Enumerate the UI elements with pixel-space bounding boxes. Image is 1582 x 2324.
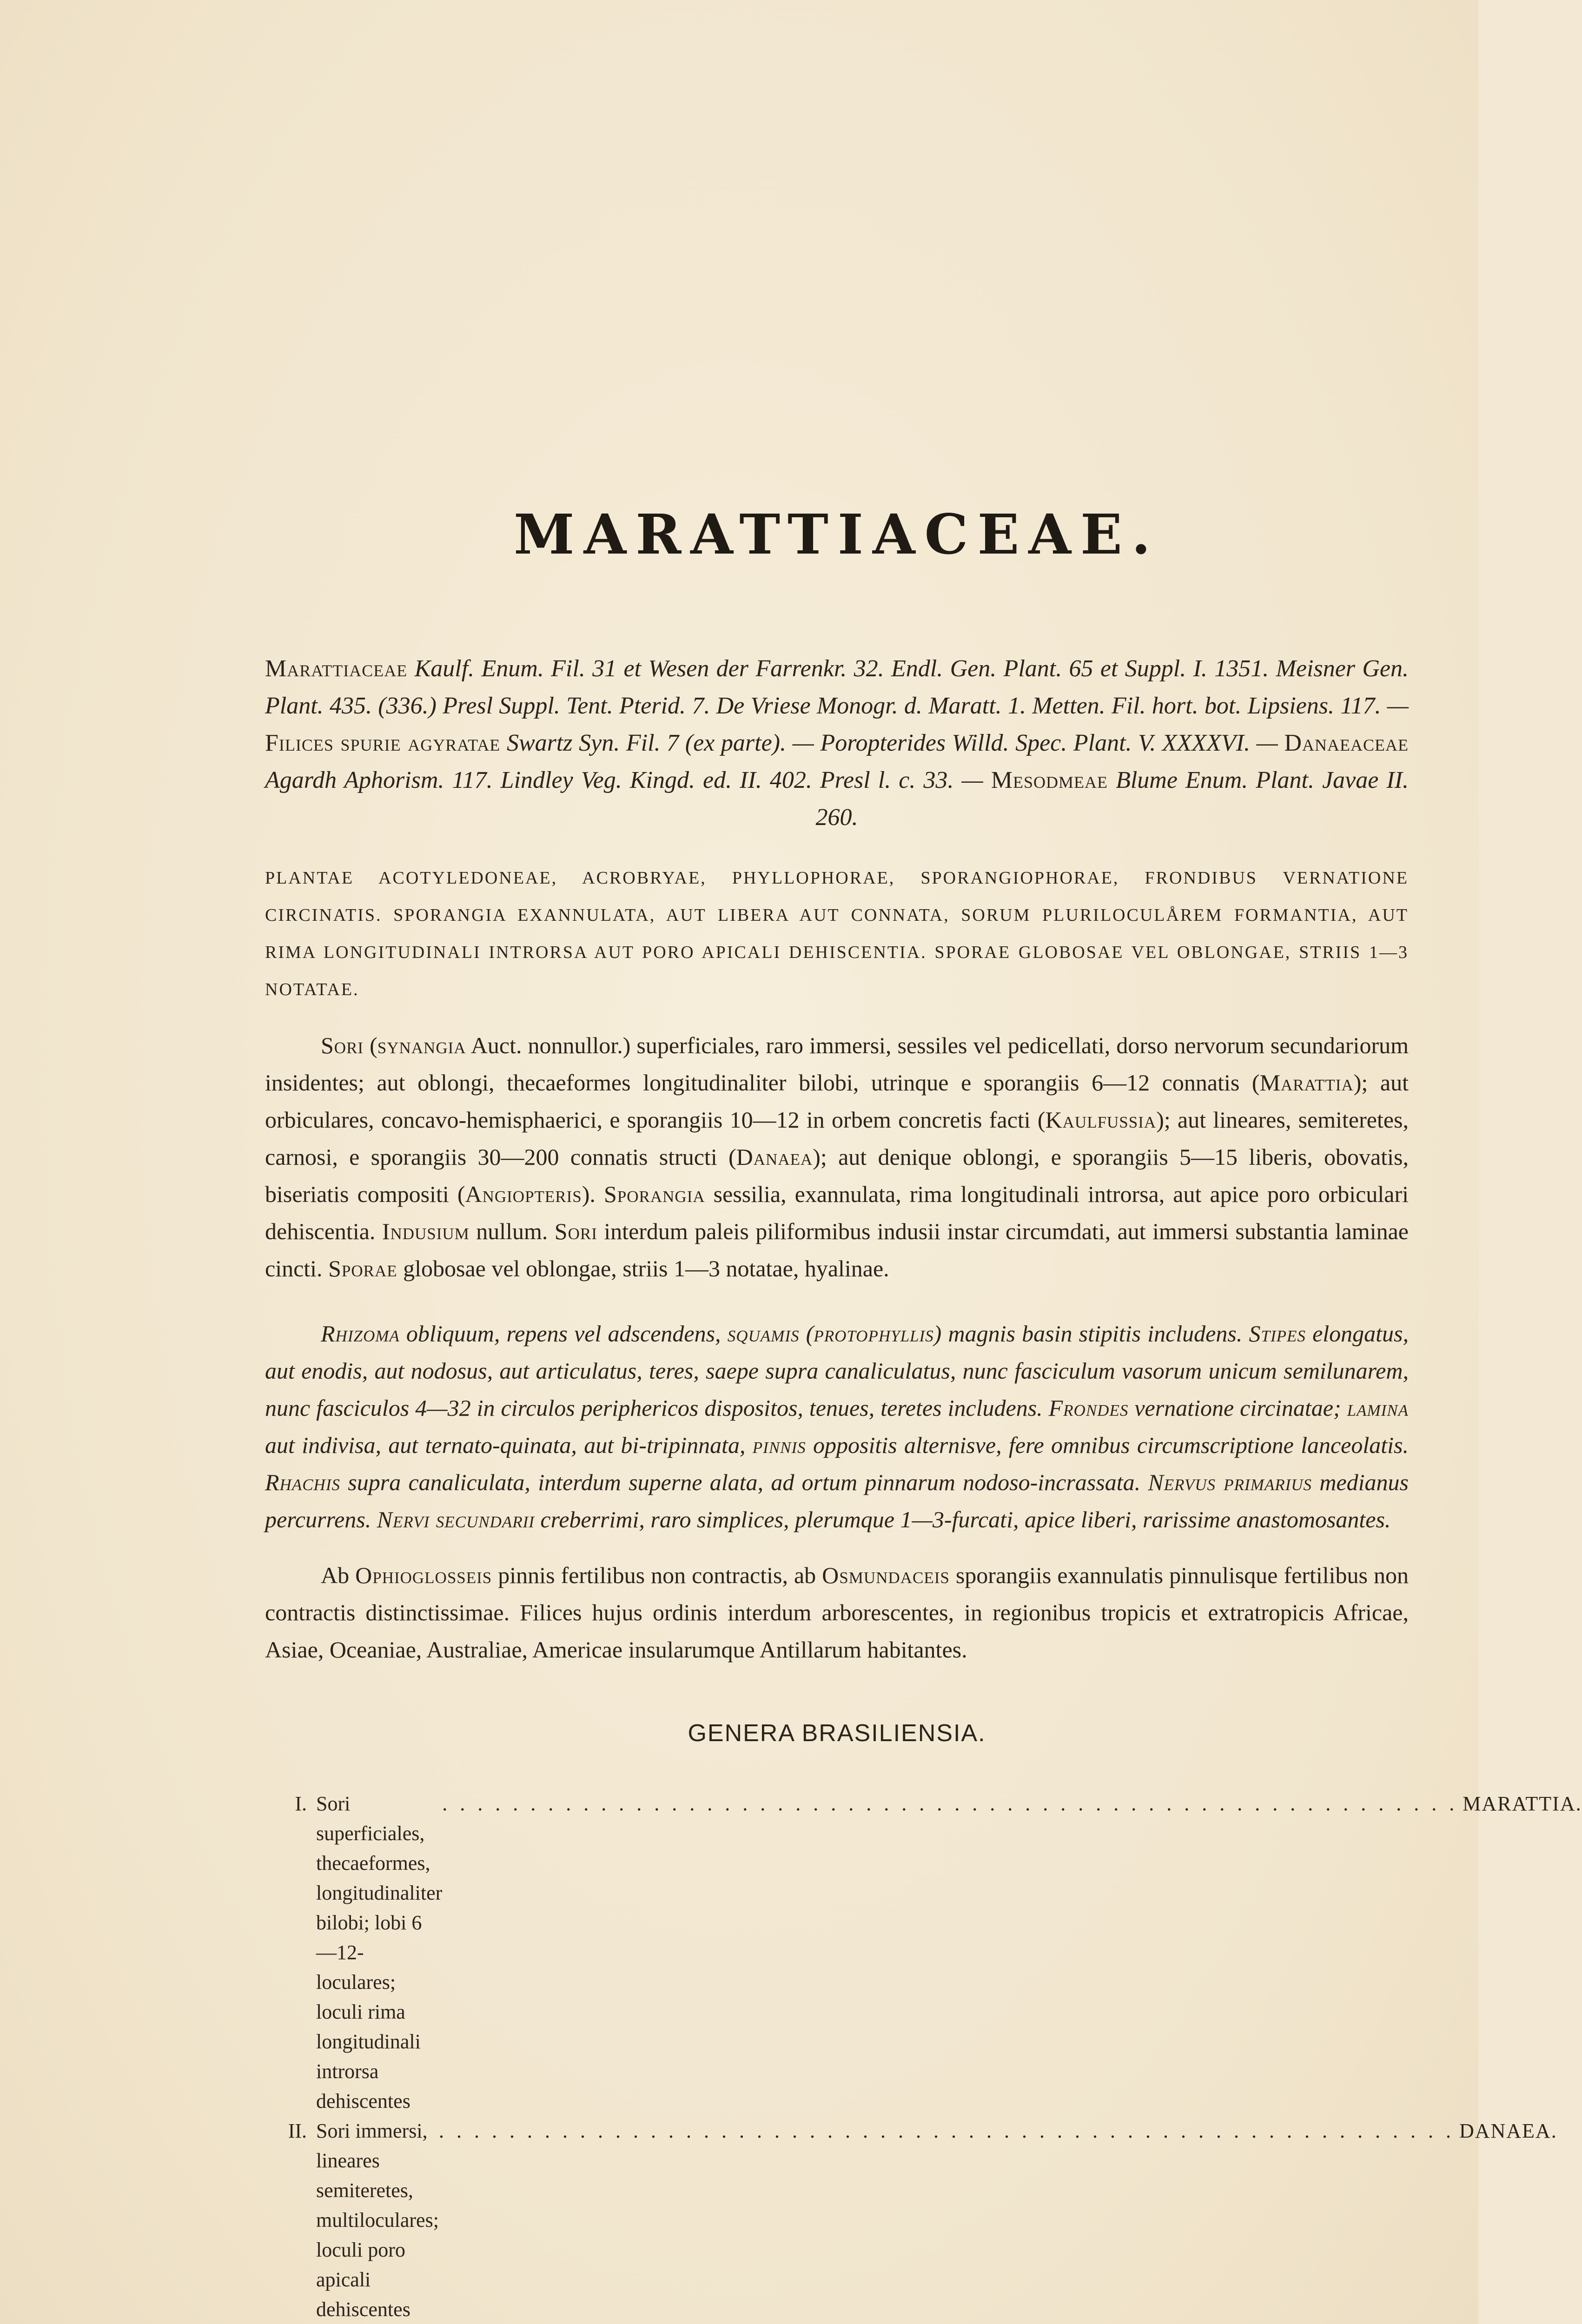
- text-run: medianus percurrens.: [265, 1469, 1409, 1532]
- family-characters: PLANTAE ACOTYLEDONEAE, ACROBRYAE, PHYLLOPHORAE, SPORANGIOPHORAE, FRONDIBUS VERNATIONE CIRCINATIS. SPORANGIA EXANNULATA, AUT LIBERA AUT CONNATA, SORUM PLURILOCULÅREM FORMANTIA, AUT RIMA LONGITUDINALI INTRORSA AUT PORO APICALI DEHISCENTIA. SPORAE GLOBOSAE VEL OBLONGAE, STRIIS 1—3 NOTATAE.: [265, 868, 1409, 999]
- text-run: Ab: [321, 1562, 356, 1588]
- text-run: creberrimi, raro simplices, plerumque 1—3-furcati, apice liberi, rarissime anastomosantes.: [534, 1506, 1391, 1532]
- key-text: Sori immersi, lineares semiteretes, multiloculares; loculi poro apicali dehiscentes: [316, 2119, 439, 2321]
- text-run: (: [364, 1032, 377, 1058]
- text-run: Swartz Syn. Fil. 7 (ex parte). — Poropterides Willd. Spec. Plant. V. XXXXVI. —: [500, 730, 1284, 756]
- small-caps-term: Ophioglosseis: [355, 1562, 492, 1588]
- leader-dots: . . . . . . . . . . . . . . . . . . . . . . . . . . . . . . . . . . . . . . . . . . . . . . . . . . . . . . . . . .: [442, 1792, 1458, 1815]
- small-caps-term: squamis: [727, 1320, 800, 1347]
- small-caps-term: protophyllis: [814, 1320, 934, 1347]
- text-run: Agardh Aphorism. 117. Lindley Veg. Kingd. ed. II. 402. Presl l. c. 33. —: [265, 767, 991, 793]
- text-run: Kaulf. Enum. Fil. 31 et Wesen der Farrenkr. 32. Endl. Gen. Plant. 65 et Suppl. I. 1351. Meisner Gen. Plant. 435. (336.) Presl Suppl. Tent. Pterid. 7. De Vriese Monogr. d. Maratt. 1. Metten. Fil. hort. bot. Lipsiens. 117. —: [265, 655, 1409, 719]
- small-caps-term: Kaulfussia: [1045, 1107, 1157, 1133]
- key-genus: MARATTIA.: [1463, 1792, 1582, 1815]
- text-run: pinnis fertilibus non contractis, ab: [492, 1562, 822, 1588]
- small-caps-term: Osmundaceis: [822, 1562, 950, 1588]
- small-caps-term: Sori: [321, 1032, 364, 1058]
- small-caps-term: Filices spurie agyratae: [265, 730, 501, 756]
- key-row: [265, 2116, 1557, 2324]
- text-run: aut indivisa, aut ternato-quinata, aut bi-tripinnata,: [265, 1432, 753, 1458]
- text-run: ).: [582, 1181, 604, 1207]
- genera-key: [265, 1789, 1582, 2324]
- vegetative-description: [265, 1315, 1409, 1538]
- text-run: Blume Enum. Plant. Javae II. 260.: [815, 767, 1409, 831]
- key-genus: DANAEA.: [1459, 2119, 1557, 2142]
- small-caps-term: lamina: [1347, 1395, 1409, 1421]
- small-caps-term: Frondes: [1048, 1395, 1129, 1421]
- small-caps-term: Nervus primarius: [1148, 1469, 1312, 1495]
- small-caps-term: Angiopteris: [465, 1181, 582, 1207]
- small-caps-term: Mesodmeae: [991, 767, 1108, 793]
- small-caps-term: Sporae: [328, 1255, 397, 1281]
- text-run: ) magnis basin stipitis includens.: [933, 1320, 1249, 1347]
- key-text: Sori superficiales, thecaeformes, longitudinaliter bilobi; lobi 6—12-loculares; loculi rima longitudinali introrsa dehiscentes: [316, 1792, 443, 2113]
- small-caps-term: Rhizoma: [321, 1320, 400, 1347]
- leader-dots: . . . . . . . . . . . . . . . . . . . . . . . . . . . . . . . . . . . . . . . . . . . . . . . . . . . . . . . . . .: [438, 2119, 1455, 2142]
- small-caps-term: Sori: [554, 1218, 597, 1244]
- text-run: obliquum, repens vel adscendens,: [399, 1320, 728, 1347]
- genera-heading: GENERA BRASILIENSIA.: [688, 1720, 986, 1747]
- text-run: ); aut denique oblongi, e sporangiis 5—15 liberis, obovatis, biseriatis compositi (: [265, 1144, 1409, 1207]
- text-run: Auct. nonnullor.) superficiales, raro immersi, sessiles vel pedicellati, dorso nervorum secundariorum insidentes; aut oblongi, thecaeformes longitudinaliter bilobi, utrinque e sporangiis 6—12 connatis (: [265, 1032, 1409, 1096]
- text-run: elongatus, aut enodis, aut nodosus, aut articulatus, teres, saepe supra canaliculatus, nunc fasciculum vasorum unicum semilunarem, nunc fasciculos 4—32 in circulos periphericos dispositos, tenues, teretes includens.: [265, 1320, 1409, 1421]
- small-caps-term: Danaeaceae: [1284, 730, 1409, 756]
- sori-description: [265, 1027, 1409, 1287]
- small-caps-term: Indusium: [382, 1218, 470, 1244]
- small-caps-term: pinnis: [752, 1432, 806, 1458]
- small-caps-term: Nervi secundarii: [377, 1506, 535, 1532]
- text-run: sessilia, exannulata, rima longitudinali introrsa, aut apice poro orbiculari dehiscentia.: [265, 1181, 1409, 1244]
- text-run: sporangiis exannulatis pinnulisque fertilibus non contractis distinctissimae. Filices hujus ordinis interdum arborescentes, in regionibus tropicis et extratropicis Africae, Asiae, Oceaniae, Australiae, Americae insularumque Antillarum habitantes.: [265, 1562, 1409, 1663]
- text-run: vernatione circinatae;: [1128, 1395, 1347, 1421]
- text-run: nullum.: [469, 1218, 555, 1244]
- key-row: [265, 1789, 1582, 2116]
- small-caps-term: Rhachis: [265, 1469, 340, 1495]
- small-caps-term: Marattia: [1259, 1070, 1354, 1096]
- small-caps-term: Sporangia: [603, 1181, 705, 1207]
- small-caps-term: Marattiaceae: [265, 655, 408, 682]
- small-caps-term: Stipes: [1249, 1320, 1306, 1347]
- small-caps-term: Danaea: [736, 1144, 813, 1170]
- text-run: oppositis alternisve, fere omnibus circumscriptione lanceolatis.: [806, 1432, 1409, 1458]
- text-run: supra canaliculata, interdum superne alata, ad ortum pinnarum nodoso-incrassata.: [340, 1469, 1148, 1495]
- key-number: II.: [288, 2119, 307, 2142]
- text-run: globosae vel oblongae, striis 1—3 notatae, hyalinae.: [397, 1255, 889, 1281]
- text-run: ); aut lineares, semiteretes, carnosi, e sporangiis 30—200 connatis structi (: [265, 1107, 1409, 1170]
- distinction-paragraph: [265, 1557, 1409, 1668]
- text-run: ); aut orbiculares, concavo-hemisphaerici, e sporangiis 10—12 in orbem concretis facti (: [265, 1070, 1409, 1133]
- small-caps-term: synangia: [377, 1032, 466, 1058]
- page-title: MARATTIACEAE.: [514, 502, 1160, 567]
- key-number: I.: [295, 1792, 307, 1815]
- content: [265, 502, 1582, 2324]
- text-run: (: [799, 1320, 814, 1347]
- synonymy-paragraph: [265, 650, 1409, 836]
- text-run: interdum paleis piliformibus indusii instar circumdati, aut immersi substantia laminae cincti.: [265, 1218, 1409, 1281]
